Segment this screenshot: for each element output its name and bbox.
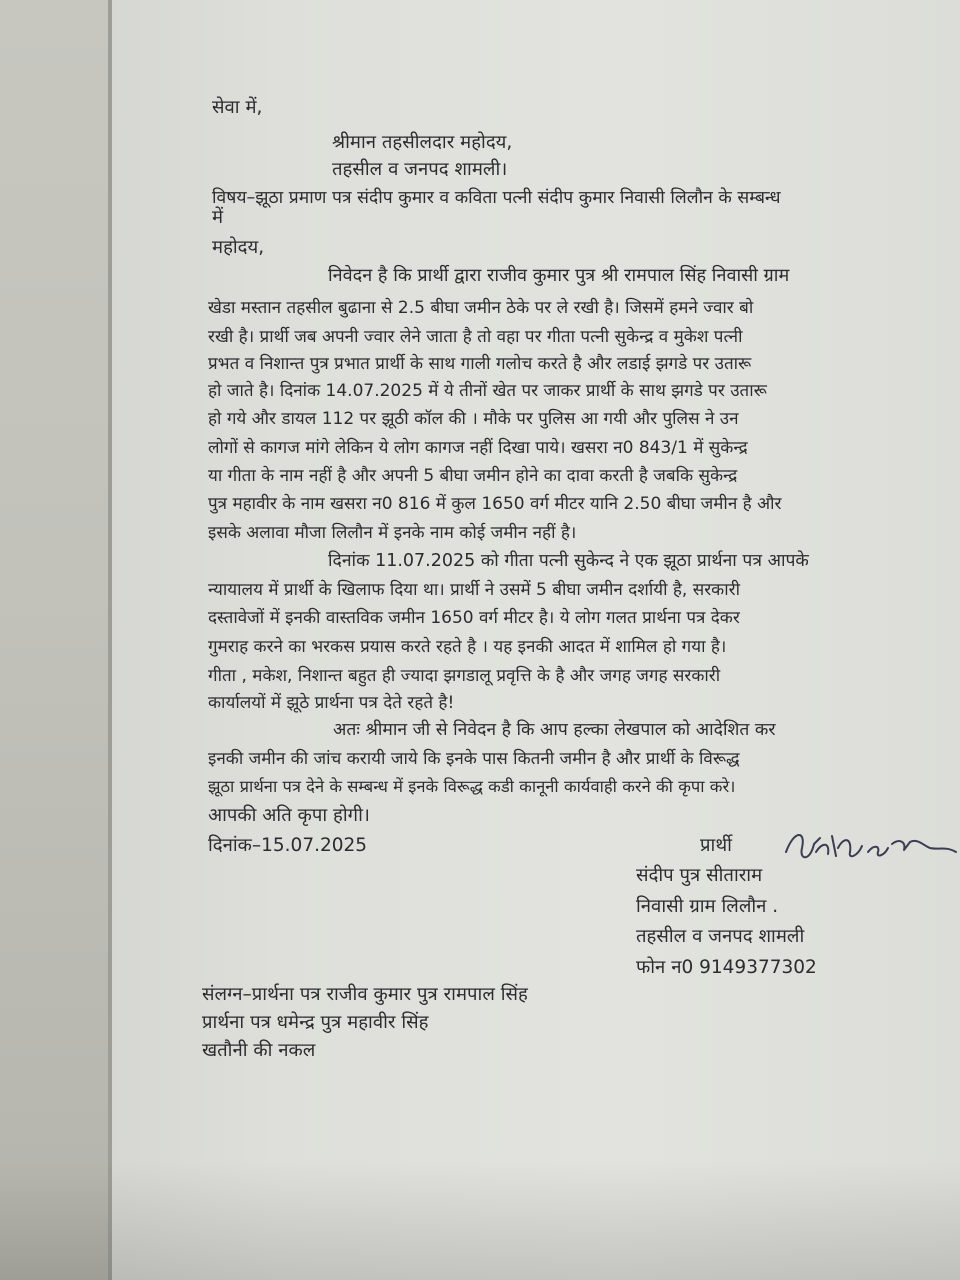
body-line: प्रभत व निशान्त पुत्र प्रभात प्रार्थी के साथ गाली गलोच करते है और लडाई झगडे पर उतारू [208, 354, 752, 374]
greeting: महोदय, [212, 237, 265, 258]
body-line: गुमराह करने का भरकस प्रयास करते रहते है । यह इनकी आदत में शामिल हो गया है। [208, 637, 727, 657]
sender-line: निवासी ग्राम लिलौन . [636, 896, 779, 917]
body-line: इसके अलावा मौजा लिलौन में इनके नाम कोई जमीन नहीं है। [208, 523, 577, 543]
enclosure-line: प्रार्थना पत्र धमेन्द्र पुत्र महावीर सिंह [202, 1012, 429, 1033]
body-line: दस्तावेजों में इनकी वास्तविक जमीन 1650 वर्ग मीटर है। ये लोग गलत प्रार्थना पत्र देकर [208, 608, 740, 628]
applicant-label: प्रार्थी [700, 835, 732, 856]
salutation-to: सेवा में, [212, 97, 263, 118]
body-line: इनकी जमीन की जांच करायी जाये कि इनके पास कितनी जमीन है और प्रार्थी के विरूद्ध [208, 749, 740, 769]
sender-line: तहसील व जनपद शामली [636, 926, 805, 947]
body-line: न्यायालय में प्रार्थी के खिलाफ दिया था। प्रार्थी ने उसमें 5 बीघा जमीन दर्शायी है, सरकारी [208, 580, 740, 600]
body-line: अतः श्रीमान जी से निवेदन है कि आप हल्का लेखपाल को आदेशित कर [333, 720, 776, 740]
body-line: लोगों से कागज मांगे लेकिन ये लोग कागज नहीं दिखा पाये। खसरा न0 843/1 में सुकेन्द्र [208, 438, 748, 458]
sender-phone: फोन न0 9149377302 [636, 957, 817, 978]
body-line: पुत्र महावीर के नाम खसरा न0 816 में कुल 1650 वर्ग मीटर यानि 2.50 बीघा जमीन है और [208, 494, 782, 514]
enclosure-line: खतौनी की नकल [202, 1040, 316, 1061]
body-line: निवेदन है कि प्रार्थी द्वारा राजीव कुमार पुत्र श्री रामपाल सिंह निवासी ग्राम [328, 265, 790, 286]
body-line: खेडा मस्तान तहसील बुढाना से 2.5 बीघा जमीन ठेके पर ले रखी है। जिसमें हमने ज्वार बो [208, 298, 754, 318]
recipient-line: तहसील व जनपद शामली। [332, 159, 508, 180]
body-line: झूठा प्रार्थना पत्र देने के सम्बन्ध में इनके विरूद्ध कडी कानूनी कार्यवाही करने की कृपा करे। [208, 777, 736, 796]
recipient-line: श्रीमान तहसीलदार महोदय, [332, 132, 513, 153]
signature [780, 822, 960, 872]
body-line: हो जाते है। दिनांक 14.07.2025 में ये तीनों खेत पर जाकर प्रार्थी के साथ झगडे पर उतारू [208, 381, 767, 401]
subject-line: में [212, 207, 224, 228]
body-line: हो गये और डायल 112 पर झूठी कॉल की । मौके पर पुलिस आ गयी और पुलिस ने उन [208, 409, 739, 429]
body-line: कार्यालयों में झूठे प्रार्थना पत्र देते रहते है! [208, 693, 455, 713]
body-line: या गीता के नाम नहीं है और अपनी 5 बीघा जमीन होने का दावा करती है जबकि सुकेन्द्र [208, 466, 738, 486]
body-line: रखी है। प्रार्थी जब अपनी ज्वार लेने जाता है तो वहा पर गीता पत्नी सुकेन्द्र व मुकेश पत्नी [208, 327, 743, 347]
body-line: गीता , मकेश, निशान्त बहुत ही ज्यादा झगडालू प्रवृत्ति के है और जगह जगह सरकारी [208, 666, 721, 686]
letter-date: दिनांक–15.07.2025 [208, 835, 368, 856]
subject-line: विषय–झूठा प्रमाण पत्र संदीप कुमार व कविता पत्नी संदीप कुमार निवासी लिलौन के सम्बन्ध [212, 188, 781, 208]
sender-line: संदीप पुत्र सीताराम [636, 865, 763, 886]
body-line: आपकी अति कृपा होगी। [208, 805, 370, 826]
photo-shadow [0, 1160, 960, 1280]
paper-edge [108, 0, 112, 1280]
body-line: दिनांक 11.07.2025 को गीता पत्नी सुकेन्द ने एक झूठा प्रार्थना पत्र आपके [328, 551, 809, 571]
enclosure-line: संलग्न–प्रार्थना पत्र राजीव कुमार पुत्र रामपाल सिंह [202, 984, 528, 1005]
